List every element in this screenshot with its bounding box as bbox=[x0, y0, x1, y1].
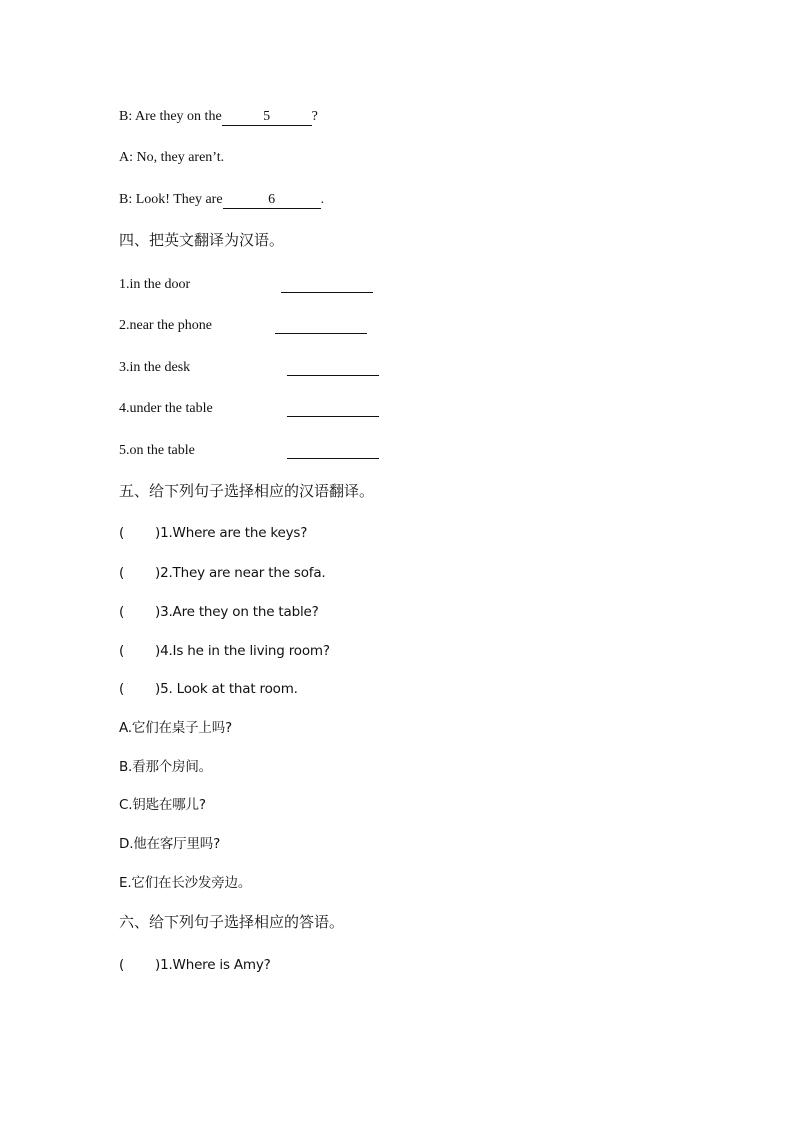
item-number: 4. bbox=[119, 401, 130, 416]
item-text: under the table bbox=[129, 401, 213, 416]
answer-paren[interactable] bbox=[119, 564, 155, 582]
question-row bbox=[119, 524, 307, 542]
answer-paren[interactable] bbox=[119, 956, 155, 974]
translate-item bbox=[119, 400, 213, 418]
close-paren: ) bbox=[155, 643, 161, 659]
translate-item bbox=[119, 317, 212, 335]
close-paren: ) bbox=[155, 681, 161, 697]
translate-blank-5[interactable] bbox=[287, 457, 379, 459]
dialogue-line-reply bbox=[119, 149, 224, 167]
option-c: C.钥匙在哪儿? bbox=[119, 797, 206, 813]
answer-blank-6[interactable] bbox=[223, 191, 321, 209]
speaker-label: B: bbox=[119, 192, 133, 207]
section-4-title: 四、把英文翻译为汉语。 bbox=[119, 231, 285, 249]
translate-blank-4[interactable] bbox=[287, 415, 379, 417]
option-e: E.它们在长沙发旁边。 bbox=[119, 875, 252, 891]
answer-paren[interactable] bbox=[119, 524, 155, 542]
question-row bbox=[119, 564, 326, 582]
open-paren: ( bbox=[119, 525, 125, 541]
question-text: 2.They are near the sofa. bbox=[160, 565, 326, 581]
translate-item bbox=[119, 359, 190, 377]
open-paren: ( bbox=[119, 643, 125, 659]
dialogue-punct: ? bbox=[311, 109, 318, 124]
dialogue-text: Look! They are bbox=[135, 192, 223, 207]
dialogue-line-6 bbox=[119, 191, 324, 209]
dialogue-line-5 bbox=[119, 108, 318, 126]
section-5-title: 五、给下列句子选择相应的汉语翻译。 bbox=[119, 482, 375, 500]
answer-paren[interactable] bbox=[119, 603, 155, 621]
close-paren: ) bbox=[155, 565, 161, 581]
question-row bbox=[119, 956, 271, 974]
dialogue-punct: . bbox=[320, 192, 325, 207]
question-row bbox=[119, 642, 330, 660]
open-paren: ( bbox=[119, 604, 125, 620]
answer-paren[interactable] bbox=[119, 642, 155, 660]
question-text: 3.Are they on the table? bbox=[160, 604, 319, 620]
item-number: 5. bbox=[119, 443, 130, 458]
question-row bbox=[119, 603, 319, 621]
close-paren: ) bbox=[155, 525, 161, 541]
blank-number: 6 bbox=[268, 192, 276, 207]
translate-blank-3[interactable] bbox=[287, 374, 379, 376]
item-text: in the door bbox=[129, 277, 191, 292]
blank-number: 5 bbox=[263, 109, 271, 124]
item-number: 2. bbox=[119, 318, 130, 333]
section-6-title: 六、给下列句子选择相应的答语。 bbox=[119, 913, 345, 931]
option-d: D.他在客厅里吗? bbox=[119, 836, 221, 852]
translate-blank-1[interactable] bbox=[281, 291, 373, 293]
question-text: 5. Look at that room. bbox=[160, 681, 298, 697]
open-paren: ( bbox=[119, 957, 125, 973]
dialogue-text: No, they aren’t. bbox=[136, 150, 225, 165]
question-text: 4.Is he in the living room? bbox=[160, 643, 330, 659]
translate-item bbox=[119, 442, 195, 460]
option-b: B.看那个房间。 bbox=[119, 759, 212, 775]
item-text: on the table bbox=[129, 443, 195, 458]
translate-item bbox=[119, 276, 190, 294]
speaker-label: A: bbox=[119, 150, 133, 165]
open-paren: ( bbox=[119, 681, 125, 697]
item-number: 1. bbox=[119, 277, 130, 292]
answer-blank-5[interactable] bbox=[222, 108, 312, 126]
question-text: 1.Where are the keys? bbox=[160, 525, 308, 541]
speaker-label: B: bbox=[119, 109, 133, 124]
close-paren: ) bbox=[155, 604, 161, 620]
item-number: 3. bbox=[119, 360, 130, 375]
dialogue-text: Are they on the bbox=[134, 109, 222, 124]
option-a: A.它们在桌子上吗? bbox=[119, 720, 232, 736]
item-text: near the phone bbox=[129, 318, 212, 333]
close-paren: ) bbox=[155, 957, 161, 973]
translate-blank-2[interactable] bbox=[275, 332, 367, 334]
item-text: in the desk bbox=[129, 360, 191, 375]
open-paren: ( bbox=[119, 565, 125, 581]
question-text: 1.Where is Amy? bbox=[160, 957, 271, 973]
question-row bbox=[119, 680, 298, 698]
answer-paren[interactable] bbox=[119, 680, 155, 698]
